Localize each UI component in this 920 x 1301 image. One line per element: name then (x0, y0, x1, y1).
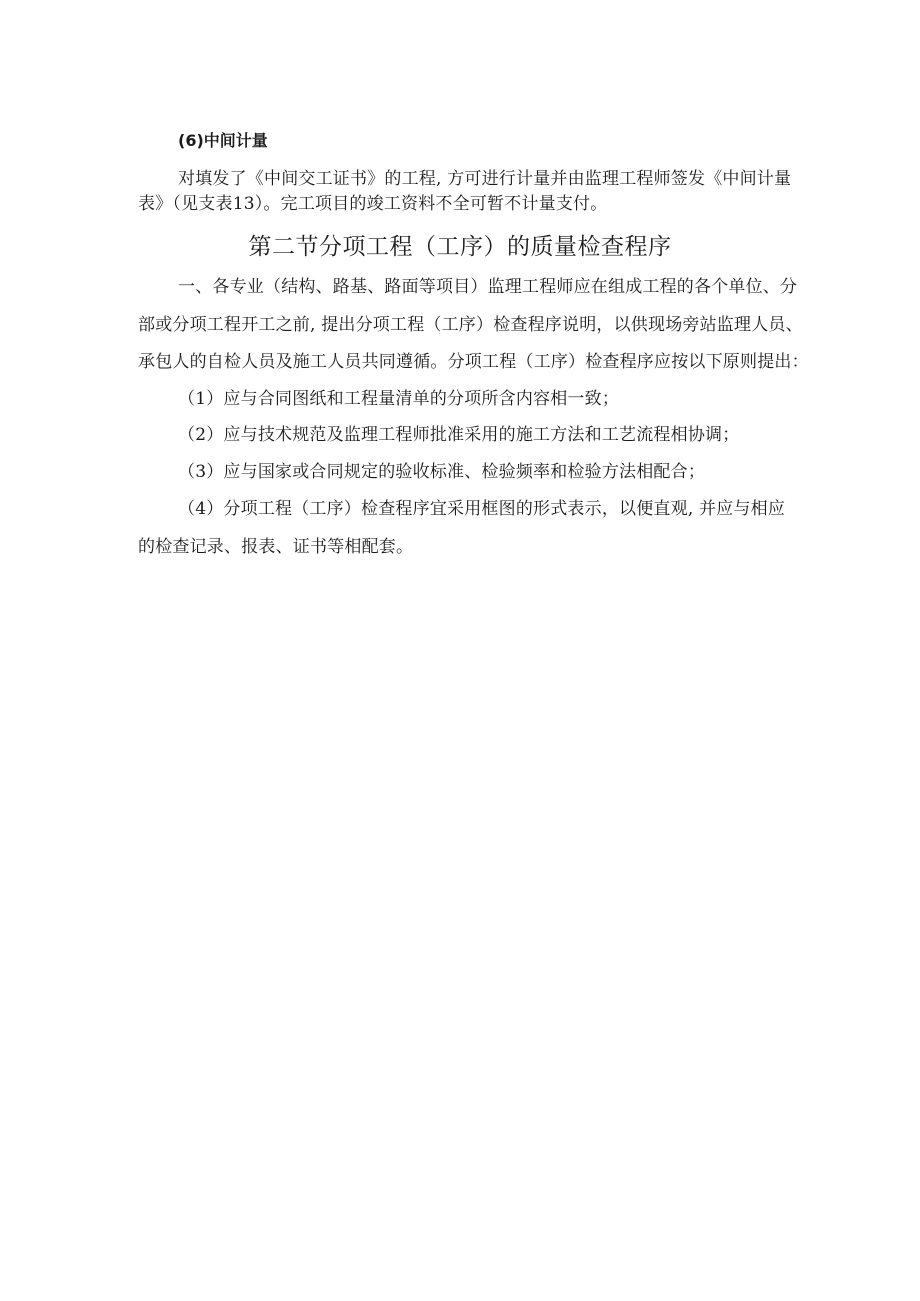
list-item-3: （3）应与国家或合同规定的验收标准、检验频率和检验方法相配合； (178, 462, 706, 482)
paragraph-1-line-1: 对填发了《中间交工证书》的工程, 方可进行计量并由监理工程师签发《中间计量 (178, 169, 792, 189)
paragraph-1-line-2: 表》（见支表13）。完工项目的竣工资料不全可暂不计量支付。 (138, 194, 608, 214)
section-title: 第二节分项工程（工序）的质量检查程序 (248, 234, 672, 260)
subheading-intermediate-measurement: (6)中间计量 (178, 131, 268, 150)
list-item-4: （4）分项工程（工序）检查程序宜采用框图的形式表示，以便直观, 并应与相应 (178, 499, 786, 519)
paragraph-2-line-1: 一、各专业（结构、路基、路面等项目）监理工程师应在组成工程的各个单位、分 (178, 277, 798, 297)
paragraph-2-line-2: 部或分项工程开工之前, 提出分项工程（工序）检查程序说明，以供现场旁站监理人员、 (138, 315, 803, 335)
list-item-1: （1）应与合同图纸和工程量清单的分项所含内容相一致； (178, 389, 620, 409)
paragraph-2-line-3: 承包人的自检人员及施工人员共同遵循。分项工程（工序）检查程序应按以下原则提出： (138, 352, 809, 372)
list-item-4-continuation: 的检查记录、报表、证书等相配套。 (138, 537, 414, 557)
list-item-2: （2）应与技术规范及监理工程师批准采用的施工方法和工艺流程相协调； (178, 425, 740, 445)
